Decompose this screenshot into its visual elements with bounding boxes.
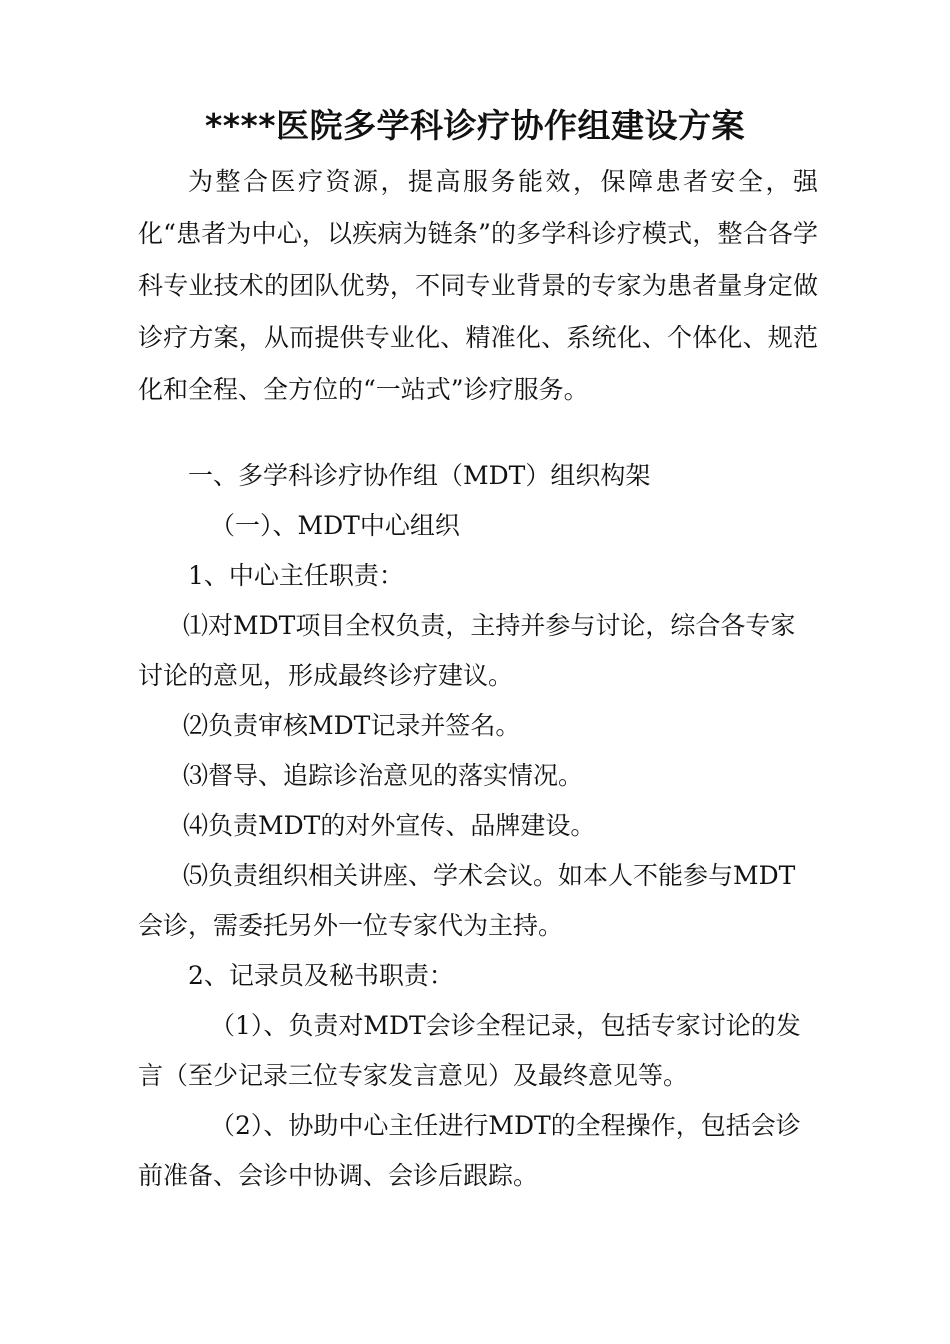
list-item: ⑴对MDT项目全权负责，主持并参与讨论，综合各专家讨论的意见，形成最终诊疗建议。 [138, 611, 796, 690]
list-item: （1）、负责对MDT会诊全程记录，包括专家讨论的发言（至少记录三位专家发言意见）及最终意见等。 [138, 1011, 801, 1090]
document-title: ****医院多学科诊疗协作组建设方案 [204, 106, 746, 145]
list-item: ⑵负责审核MDT记录并签名。 [183, 711, 521, 740]
intro-paragraph: 为整合医疗资源，提高服务能效，保障患者安全，强化“患者为中心，以疾病为链条”的多学科诊疗模式，整合各学科专业技术的团队优势，不同专业背景的专家为患者量身定做诊疗方案，从而提供专业化、精准化、系统化、个体化、规范化和全程、全方位的“一站式”诊疗服务。 [138, 167, 818, 404]
item-heading-director-duties: 1、中心主任职责： [188, 561, 404, 590]
item-heading-recorder-duties: 2、记录员及秘书职责： [188, 961, 454, 990]
subsection-heading-mdt-center: （一）、MDT中心组织 [210, 511, 460, 540]
section-heading-organization: 一、多学科诊疗协作组（MDT）组织构架 [188, 461, 651, 490]
list-item: （2）、协助中心主任进行MDT的全程操作，包括会诊前准备、会诊中协调、会诊后跟踪。 [138, 1111, 801, 1190]
list-item: ⑶督导、追踪诊治意见的落实情况。 [183, 761, 584, 790]
list-item: ⑷负责MDT的对外宣传、品牌建设。 [183, 811, 596, 840]
list-item: ⑸负责组织相关讲座、学术会议。如本人不能参与MDT会诊，需委托另外一位专家代为主持。 [138, 861, 796, 940]
